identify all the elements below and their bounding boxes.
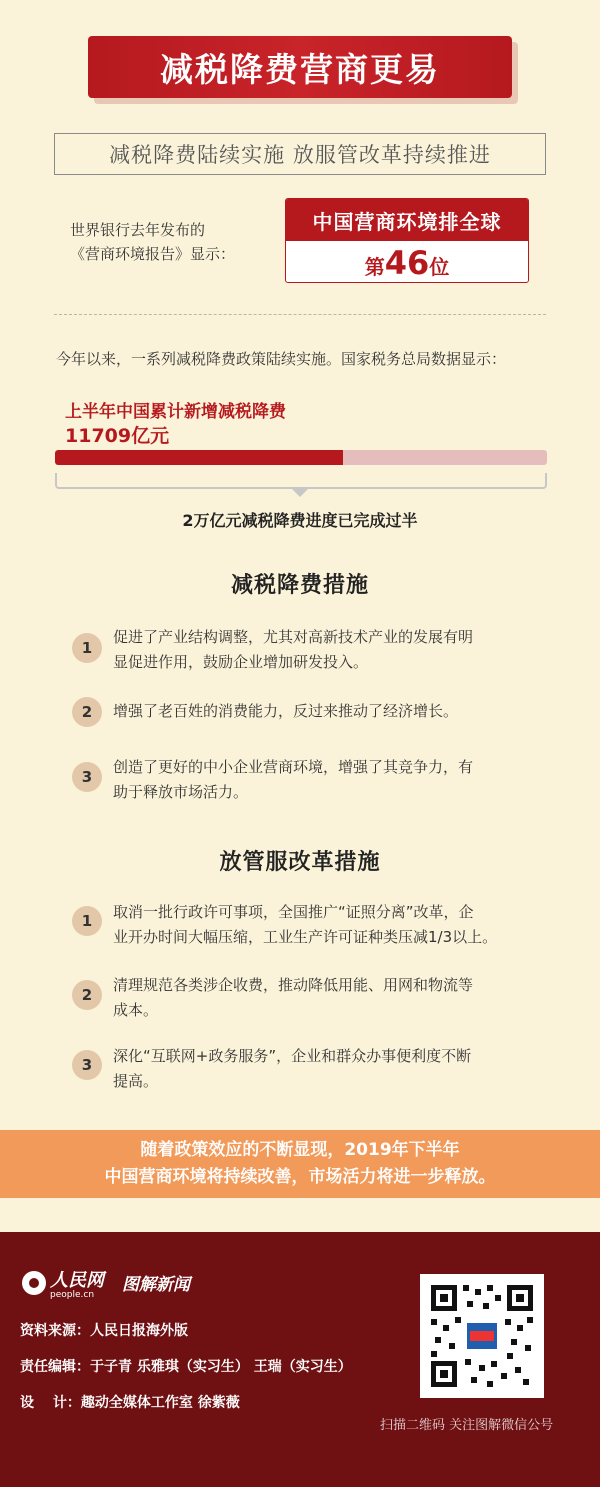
conclusion-line2: 中国营商环境将持续改善，市场活力将进一步释放。	[104, 1167, 496, 1187]
tax-item-number: 3	[72, 762, 102, 792]
credit-source: 资料来源：人民日报海外版	[20, 1323, 188, 1339]
reform-item-line: 清理规范各类涉企收费，推动降低用能、用网和物流等	[113, 976, 474, 994]
reform-item-line: 取消一批行政许可事项，全国推广“证照分离”改革，企	[113, 903, 474, 921]
tax-item-number: 2	[72, 697, 102, 727]
people-logo-text: 人民网	[50, 1270, 104, 1291]
reform-item-line: 成本。	[113, 1001, 159, 1019]
reform-item-line: 深化“互联网+政务服务”，企业和群众办事便利度不断	[113, 1047, 472, 1065]
people-logo-wordmark	[50, 1266, 104, 1300]
credit-editors: 责任编辑：于子青 乐雅琪（实习生） 王瑞（实习生）	[20, 1359, 352, 1375]
tax-item-line: 增强了老百姓的消费能力，反过来推动了经济增长。	[113, 702, 459, 720]
reform-item-text	[113, 1044, 553, 1094]
tax-item-text	[113, 625, 553, 675]
title-banner	[88, 36, 512, 98]
qr-code	[420, 1274, 544, 1398]
world-bank-line2: 《营商环境报告》显示：	[70, 245, 236, 263]
reform-item-line: 提高。	[113, 1072, 159, 1090]
tax-item-line: 助于释放市场活力。	[113, 783, 249, 801]
world-bank-line1: 世界银行去年发布的	[70, 221, 206, 239]
progress-caption: 2万亿元减税降费进度已完成过半	[182, 511, 418, 530]
conclusion-banner	[0, 1130, 600, 1198]
people-logo-sub: people.cn	[50, 1290, 95, 1300]
rank-value	[286, 241, 528, 283]
reform-item-text	[113, 973, 553, 1023]
rank-title: 中国营商环境排全球	[286, 199, 528, 241]
reform-item-number: 1	[72, 906, 102, 936]
rank-box	[285, 198, 529, 283]
tax-item-line: 显促进作用，鼓励企业增加研发投入。	[113, 653, 369, 671]
page-title: 减税降费营商更易	[160, 49, 440, 89]
reform-measures-title: 放管服改革措施	[219, 850, 381, 875]
people-logo-icon	[22, 1271, 46, 1295]
qr-code-icon	[427, 1281, 537, 1391]
rank-prefix: 第	[364, 255, 385, 279]
people-logo	[22, 1266, 104, 1300]
world-bank-text	[70, 218, 270, 266]
credit-design: 设 计：趣动全媒体工作室 徐紫薇	[20, 1395, 240, 1411]
bracket-arrow-icon	[290, 487, 310, 497]
progress-fill	[55, 450, 343, 465]
news-logo: 图解新闻	[122, 1275, 190, 1295]
reform-item-number: 2	[72, 980, 102, 1010]
tax-item-text	[113, 699, 553, 724]
divider	[54, 314, 546, 315]
tax-item-line: 创造了更好的中小企业营商环境，增强了其竞争力，有	[113, 758, 474, 776]
tax-item-line: 促进了产业结构调整，尤其对高新技术产业的发展有明	[113, 628, 474, 646]
rank-suffix: 位	[429, 255, 450, 279]
reform-item-line: 业开办时间大幅压缩，工业生产许可证种类压减1/3以上。	[113, 928, 498, 946]
conclusion-line1: 随着政策效应的不断显现，2019年下半年	[140, 1140, 460, 1160]
reform-item-text	[113, 900, 553, 950]
subtitle: 减税降费陆续实施 放服管改革持续推进	[109, 143, 491, 167]
rank-number: 46	[384, 244, 430, 282]
tax-item-number: 1	[72, 633, 102, 663]
progress-label: 上半年中国累计新增减税降费	[65, 402, 286, 422]
progress-amount: 11709亿元	[65, 425, 170, 447]
subtitle-box	[54, 133, 546, 175]
tax-item-text	[113, 755, 553, 805]
qr-caption: 扫描二维码 关注图解微信公号	[380, 1418, 554, 1433]
progress-bar	[55, 450, 547, 465]
intro-text: 今年以来，一系列减税降费政策陆续实施。国家税务总局数据显示：	[56, 350, 507, 368]
reform-item-number: 3	[72, 1050, 102, 1080]
tax-measures-title: 减税降费措施	[230, 573, 369, 598]
